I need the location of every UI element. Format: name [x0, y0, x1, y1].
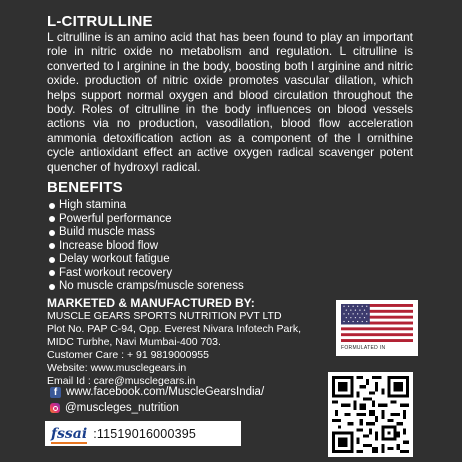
bullet-icon: [49, 243, 55, 249]
benefit-item: [47, 240, 244, 254]
bullet-icon: [49, 270, 55, 276]
benefit-text: Fast workout recovery: [59, 266, 173, 279]
benefit-item: [47, 280, 244, 294]
qr-code: [328, 372, 413, 457]
benefit-text: No muscle cramps/muscle soreness: [59, 280, 244, 292]
instagram-icon: [50, 403, 60, 413]
bullet-icon: [49, 216, 55, 222]
instagram-handle: @muscleges_nutrition: [65, 402, 179, 414]
address-line-1: Plot No. PAP C-94, Opp. Everest Nivara Infotech Park,: [47, 323, 302, 335]
fssai-number: :11519016000395: [93, 426, 197, 441]
benefit-text: Increase blood flow: [59, 239, 159, 252]
benefit-item: [47, 199, 244, 213]
product-description: L citrulline is an amino acid that has been found to play an important role in nitric oxide no metabolism and regulation. L citrulline is converted to l arginine in the body, boosting both l arginine and nitric oxide. production of nitric oxide promotes vascular dilation, which helps support normal oxygen and blood circulation throughout the body. Roles of citrulline in the body influences on blood vessels actions via no production, vasodilation, blood flow acceleration ammonia detoxification action as a component of the l ornithine cycle antioxidant effect an active oxygen radical scavenger potent quencher of hydroxyl radical.: [47, 30, 413, 174]
company-name: MUSCLE GEARS SPORTS NUTRITION PVT LTD: [47, 310, 282, 322]
us-flag-icon: [341, 304, 413, 342]
benefit-item: [47, 253, 244, 267]
bullet-icon: [49, 284, 55, 290]
benefit-item: [47, 226, 244, 240]
facebook-url: www.facebook.com/MuscleGearsIndia/: [66, 386, 265, 398]
facebook-icon: f: [50, 387, 61, 398]
bullet-icon: [49, 230, 55, 236]
benefit-text: Build muscle mass: [59, 226, 155, 238]
benefit-text: High stamina: [59, 199, 127, 211]
instagram-handle-row: [50, 402, 179, 414]
bullet-icon: [49, 203, 55, 209]
address-line-2: MIDC Turbhe, Navi Mumbai-400 703.: [47, 336, 221, 348]
fssai-logo: fssai: [51, 425, 88, 442]
manufacturer-info: [47, 296, 337, 388]
formulated-in-badge: [336, 300, 418, 356]
product-title: L-CITRULLINE: [47, 13, 153, 30]
email: Email Id : care@musclegears.in: [47, 375, 196, 387]
bullet-icon: [49, 257, 55, 263]
benefit-text: Delay workout fatigue: [59, 253, 170, 265]
benefits-list: [47, 199, 244, 294]
flag-caption: FORMULATED IN: [341, 345, 386, 351]
benefits-heading: BENEFITS: [47, 179, 123, 196]
fssai-license: [45, 421, 241, 446]
customer-care: Customer Care : + 91 9819000955: [47, 349, 209, 361]
qr-code-icon: [332, 376, 409, 453]
facebook-link: [50, 386, 264, 398]
website: Website: www.musclegears.in: [47, 362, 187, 374]
benefit-item: [47, 267, 244, 281]
benefit-text: Powerful performance: [59, 212, 172, 225]
benefit-item: [47, 213, 244, 227]
manufacturer-heading: MARKETED & MANUFACTURED BY:: [47, 296, 255, 310]
